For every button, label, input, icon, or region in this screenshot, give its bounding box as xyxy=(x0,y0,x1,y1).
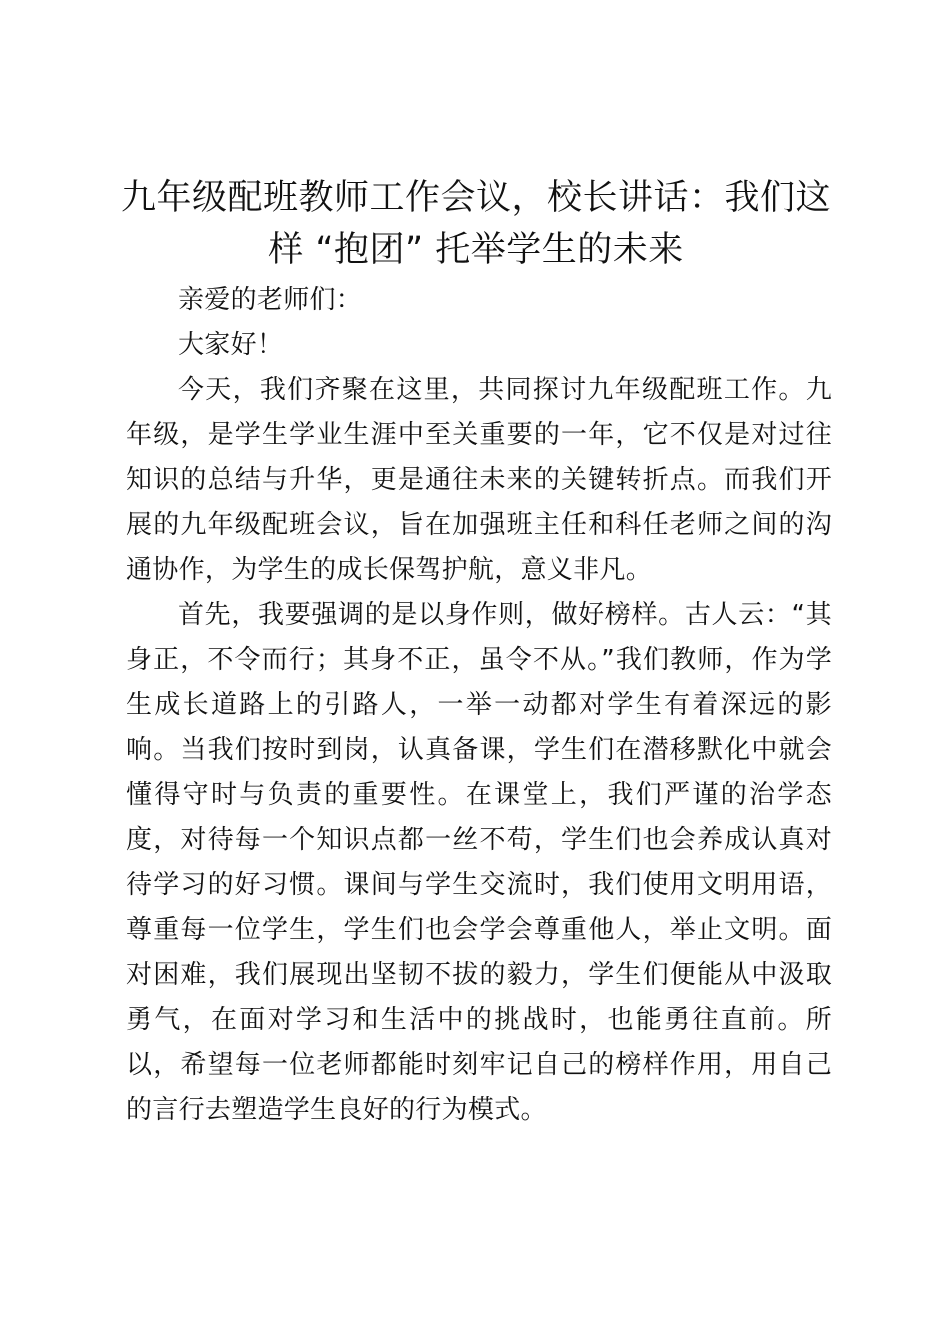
document-title: 九年级配班教师工作会议，校长讲话：我们这样 “抱团” 托举学生的未来 xyxy=(120,178,831,270)
salutation: 亲爱的老师们： xyxy=(178,285,363,315)
paragraph-role-model: 首先，我要强调的是以身作则，做好榜样。古人云：“其身正，不令而行；其身不正，虽令不从。”我们教师，作为学生成长道路上的引路人，一举一动都对学生有着深远的影响。当我们按时到岗，认真备课，学生们在潜移默化中就会懂得守时与负责的重要性。在课堂上，我们严谨的治学态度，对待每一个知识点都一丝不苟，学生们也会养成认真对待学习的好习惯。课间与学生交流时，我们使用文明用语，尊重每一位学生，学生们也会学会尊重他人，举止文明。面对困难，我们展现出坚韧不拔的毅力，学生们便能从中汲取勇气，在面对学习和生活中的挑战时，也能勇往直前。所以，希望每一位老师都能时刻牢记自己的榜样作用，用自己的言行去塑造学生良好的行为模式。 xyxy=(126,600,832,1125)
document-body xyxy=(126,278,832,1133)
paragraph-intro: 今天，我们齐聚在这里，共同探讨九年级配班工作。九年级，是学生学业生涯中至关重要的一年，它不仅是对过往知识的总结与升华，更是通往未来的关键转折点。而我们开展的九年级配班会议，旨在加强班主任和科任老师之间的沟通协作，为学生的成长保驾护航，意义非凡。 xyxy=(126,375,832,585)
greeting: 大家好！ xyxy=(178,330,284,360)
